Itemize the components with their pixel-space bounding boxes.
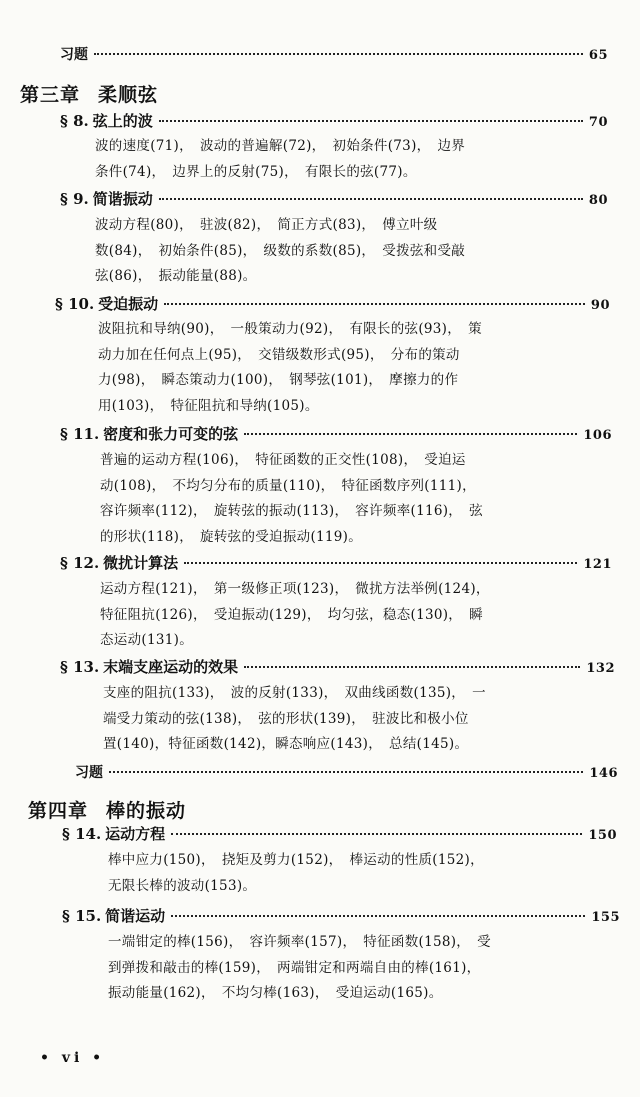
dot-leader bbox=[159, 198, 583, 200]
section-topics bbox=[108, 848, 484, 899]
dot-leader bbox=[244, 666, 580, 668]
section-mark: § 11. bbox=[60, 425, 100, 443]
page-number: 155 bbox=[591, 910, 620, 925]
page-number: 106 bbox=[583, 428, 612, 443]
dot-leader bbox=[171, 915, 585, 917]
page-number: 65 bbox=[588, 48, 608, 63]
section-title: 弦上的波 bbox=[92, 112, 153, 130]
topic-line: 一端钳定的棒(156)， 容许频率(157)， 特征函数(158)， 受 bbox=[108, 934, 491, 950]
section-title: 末端支座运动的效果 bbox=[103, 658, 239, 676]
toc-exercise[interactable] bbox=[75, 762, 618, 782]
topic-line: 波动方程(80)， 驻波(82)， 简正方式(83)， 傅立叶级 bbox=[95, 217, 438, 233]
section-title: 运动方程 bbox=[105, 825, 166, 843]
exercise-label: 习题 bbox=[75, 765, 103, 781]
section-mark: § 13. bbox=[60, 658, 100, 676]
section-title: 简谐振动 bbox=[92, 190, 153, 208]
dot-leader bbox=[244, 433, 577, 435]
section-topics bbox=[98, 317, 482, 419]
chapter-number: 第四章 bbox=[28, 800, 89, 822]
toc-section[interactable] bbox=[62, 905, 620, 926]
topic-line: 棒中应力(150)， 挠矩及剪力(152)， 棒运动的性质(152)， bbox=[108, 852, 484, 868]
page-number: 150 bbox=[588, 828, 617, 843]
topic-line: 动(108)， 不均匀分布的质量(110)， 特征函数序列(111)， bbox=[100, 477, 476, 494]
topic-line: 波阻抗和导纳(90)， 一般策动力(92)， 有限长的弦(93)， 策 bbox=[98, 321, 482, 337]
page-number: 90 bbox=[590, 298, 610, 313]
toc-section[interactable] bbox=[60, 188, 608, 209]
page-number: 132 bbox=[586, 661, 615, 676]
topic-line: 端受力策动的弦(138)， 弦的形状(139)， 驻波比和极小位 bbox=[103, 710, 469, 727]
page-number: 146 bbox=[589, 766, 618, 781]
topic-line: 动力加在任何点上(95)， 交错级数形式(95)， 分布的策动 bbox=[98, 346, 460, 363]
topic-line: 到弹拨和敲击的棒(159)， 两端钳定和两端自由的棒(161)， bbox=[108, 959, 481, 976]
section-topics bbox=[95, 213, 465, 290]
toc-section[interactable] bbox=[60, 110, 608, 131]
topic-line: 的形状(118)， 旋转弦的受迫振动(119)。 bbox=[100, 528, 363, 545]
section-title: 微扰计算法 bbox=[103, 554, 179, 572]
topic-line: 力(98)， 瞬态策动力(100)， 钢琴弦(101)， 摩擦力的作 bbox=[98, 372, 459, 388]
topic-line: 容许频率(112)， 旋转弦的振动(113)， 容许频率(116)， 弦 bbox=[100, 503, 483, 519]
section-topics bbox=[100, 577, 490, 654]
topic-line: 弦(86)， 振动能量(88)。 bbox=[95, 268, 257, 284]
dot-leader bbox=[94, 53, 583, 55]
topic-line: 特征阻抗(126)， 受迫振动(129)， 均匀弦，稳态(130)， 瞬 bbox=[100, 606, 483, 623]
dot-leader bbox=[184, 562, 577, 564]
section-title: 密度和张力可变的弦 bbox=[103, 425, 239, 443]
chapter-title: 柔顺弦 bbox=[98, 84, 159, 106]
section-title: 简谐运动 bbox=[105, 907, 166, 925]
chapter-title: 棒的振动 bbox=[106, 800, 187, 822]
chapter-number: 第三章 bbox=[20, 84, 81, 106]
section-mark: § 14. bbox=[62, 825, 102, 843]
chapter-heading[interactable] bbox=[28, 796, 186, 823]
topic-line: 普遍的运动方程(106)， 特征函数的正交性(108)， 受迫运 bbox=[100, 452, 466, 468]
section-mark: § 12. bbox=[60, 554, 100, 572]
topic-line: 运动方程(121)， 第一级修正项(123)， 微扰方法举例(124)， bbox=[100, 581, 490, 597]
toc-section[interactable] bbox=[60, 423, 612, 444]
section-mark: § 15. bbox=[62, 907, 102, 925]
topic-line: 无限长棒的波动(153)。 bbox=[108, 877, 257, 894]
toc-exercise[interactable] bbox=[60, 44, 608, 64]
section-topics bbox=[100, 448, 483, 550]
dot-leader bbox=[109, 771, 583, 773]
page-number: 121 bbox=[583, 557, 612, 572]
topic-line: 条件(74)， 边界上的反射(75)， 有限长的弦(77)。 bbox=[95, 163, 417, 180]
section-topics bbox=[103, 681, 486, 758]
dot-leader bbox=[171, 833, 582, 835]
section-topics bbox=[95, 134, 465, 185]
topic-line: 用(103)， 特征阻抗和导纳(105)。 bbox=[98, 397, 319, 414]
dot-leader bbox=[159, 120, 583, 122]
section-mark: § 9. bbox=[60, 190, 89, 208]
exercise-label: 习题 bbox=[60, 47, 88, 63]
page-number: 70 bbox=[588, 115, 608, 130]
page-footer: • vi • bbox=[40, 1050, 106, 1066]
topic-line: 波的速度(71)， 波动的普遍解(72)， 初始条件(73)， 边界 bbox=[95, 138, 466, 154]
section-mark: § 10. bbox=[55, 295, 95, 313]
topic-line: 支座的阻抗(133)， 波的反射(133)， 双曲线函数(135)， 一 bbox=[103, 685, 486, 701]
toc-section[interactable] bbox=[55, 293, 610, 314]
section-title: 受迫振动 bbox=[98, 295, 159, 313]
toc-section[interactable] bbox=[60, 552, 612, 573]
toc-section[interactable] bbox=[60, 656, 615, 677]
topic-line: 数(84)， 初始条件(85)， 级数的系数(85)， 受拨弦和受敲 bbox=[95, 242, 466, 259]
chapter-heading[interactable] bbox=[20, 80, 158, 107]
section-topics bbox=[108, 930, 491, 1007]
toc-section[interactable] bbox=[62, 823, 617, 844]
dot-leader bbox=[164, 303, 585, 305]
topic-line: 振动能量(162)， 不均匀棒(163)， 受迫运动(165)。 bbox=[108, 985, 443, 1001]
topic-line: 态运动(131)。 bbox=[100, 632, 194, 648]
topic-line: 置(140)，特征函数(142)，瞬态响应(143)， 总结(145)。 bbox=[103, 736, 469, 752]
page-number: 80 bbox=[588, 193, 608, 208]
section-mark: § 8. bbox=[60, 112, 89, 130]
